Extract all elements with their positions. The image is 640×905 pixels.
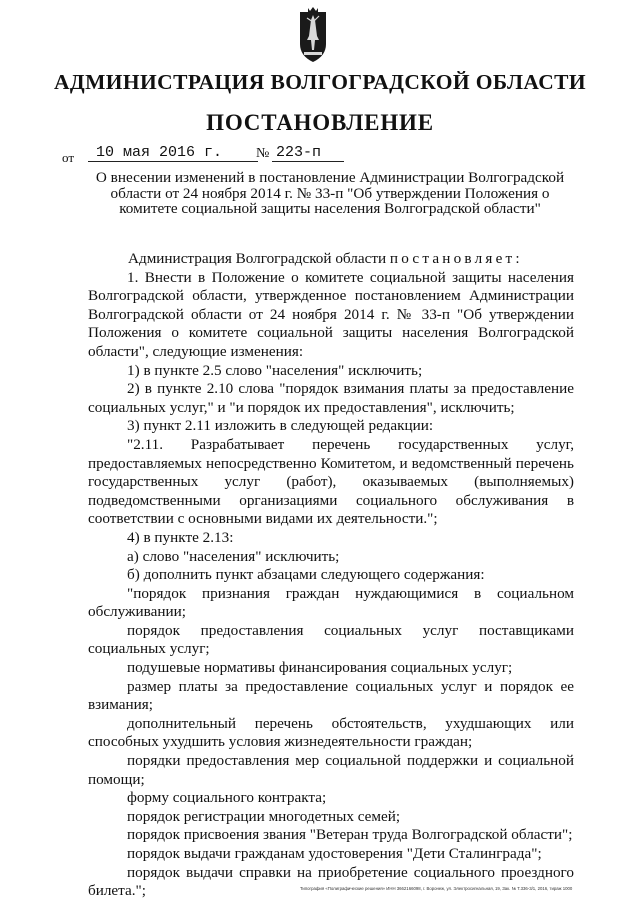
body-paragraph: 2) в пункте 2.10 слова "порядок взимания платы за предоставление социальных услуг," и "и порядок их предоставления", исключить; xyxy=(88,380,574,416)
body-paragraph: порядок выдачи справки на приобретение социального проездного билета."; xyxy=(88,863,574,900)
number-underline xyxy=(272,161,344,162)
body-paragraph: форму социального контракта; xyxy=(127,789,327,807)
body-lead-paragraph xyxy=(88,250,574,269)
date-number-line xyxy=(62,146,362,166)
lead-decree-word: постановляет: xyxy=(389,250,523,267)
body-paragraph: порядки предоставления мер социальной поддержки и социальной помощи; xyxy=(88,752,574,788)
document-subject: О внесении изменений в постановление Администрации Волгоградской области от 24 ноября 2014 г. № 33-п "Об утверждении Положения о комитете социальной защиты населения Волгоградской области" xyxy=(95,169,565,217)
from-label: от xyxy=(62,150,75,165)
printer-footer: Типография «Полиграфические решения» ИНН 3662166098, г. Воронеж, ул. Электросигнальная, 19, Зак. № Т.336-3/1, 2016, тираж 1000 xyxy=(300,886,573,891)
body-paragraph: 4) в пункте 2.13: xyxy=(127,528,234,546)
body-paragraph: 1. Внести в Положение о комитете социальной защиты населения Волгоградской области, утвержденное постановлением Администрации Волгоградской области от 24 ноября 2014 г. № 33-п "Об утверждении Положения о комитете социальной защиты населения Волгоградской области", следующие изменения: xyxy=(88,268,574,360)
body-paragraph: порядок присвоения звания "Ветеран труда Волгоградской области"; xyxy=(127,826,573,844)
body-paragraph: дополнительный перечень обстоятельств, ухудшающих или способных ухудшить условия жизнедеятельности граждан; xyxy=(88,714,574,751)
organization-title: АДМИНИСТРАЦИЯ ВОЛГОГРАДСКОЙ ОБЛАСТИ xyxy=(53,70,587,94)
date-underline xyxy=(88,161,258,162)
document-type-title: ПОСТАНОВЛЕНИЕ xyxy=(206,110,434,135)
body-paragraph: 3) пункт 2.11 изложить в следующей редакции: xyxy=(127,417,434,435)
body-paragraph: подушевые нормативы финансирования социальных услуг; xyxy=(127,659,513,677)
body-paragraph: "порядок признания граждан нуждающимися в социальном обслуживании; xyxy=(88,584,574,621)
body-paragraph: размер платы за предоставление социальных услуг и порядок ее взимания; xyxy=(88,677,574,714)
lead-prefix: Администрация Волгоградской области xyxy=(128,250,387,267)
document-date: 10 мая 2016 г. xyxy=(96,144,223,161)
body-paragraph: б) дополнить пункт абзацами следующего содержания: xyxy=(127,566,485,584)
number-sign: № xyxy=(256,146,270,161)
body-paragraph: порядок предоставления социальных услуг поставщиками социальных услуг; xyxy=(88,621,574,658)
body-paragraph: порядок выдачи гражданам удостоверения "Дети Сталинграда"; xyxy=(127,845,542,862)
body-paragraph: 1) в пункте 2.5 слово "населения" исключить; xyxy=(127,361,423,379)
body-paragraph: а) слово "населения" исключить; xyxy=(127,547,340,565)
body-paragraph: порядок регистрации многодетных семей; xyxy=(127,807,401,825)
body-paragraph: "2.11. Разрабатывает перечень государственных услуг, предоставляемых непосредственно Комитетом, и ведомственный перечень государственных услуг (работ), оказываемых (выполняемых) подведомственными организациями социального обслуживания в соответствии с основными видами их деятельности."; xyxy=(88,435,574,528)
document-body xyxy=(88,250,574,901)
coat-of-arms-icon xyxy=(298,6,328,64)
document-number: 223-п xyxy=(276,144,322,161)
